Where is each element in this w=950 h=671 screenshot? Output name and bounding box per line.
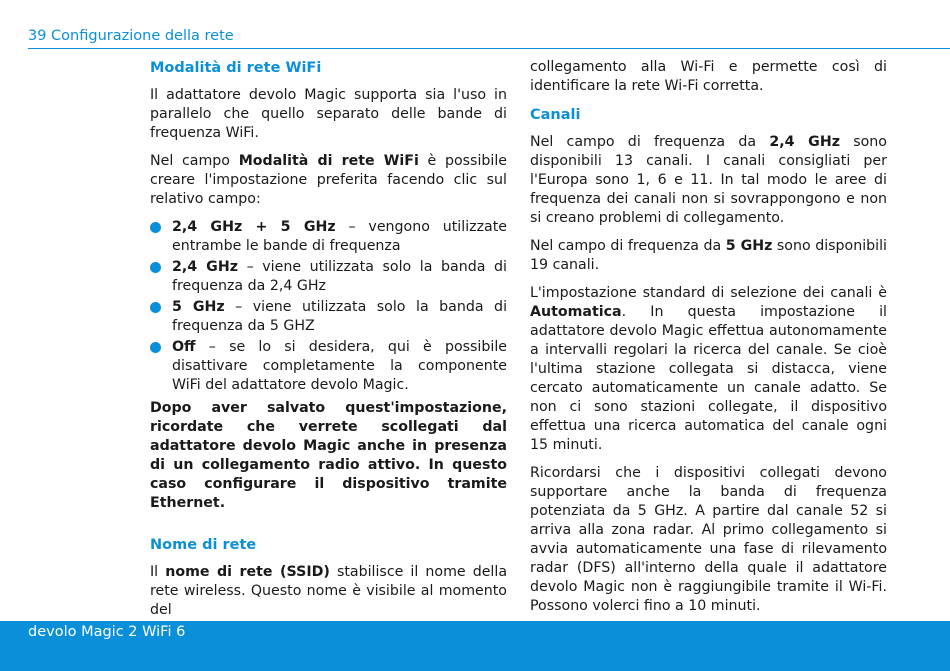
option-label: 5 GHz <box>172 299 225 315</box>
bullet-icon <box>150 262 161 273</box>
paragraph-continued: collegamento alla Wi-Fi e permette così di identificare la rete Wi-Fi corretta. <box>530 59 887 94</box>
text: Nel campo di frequenza da <box>530 134 770 150</box>
paragraph-channels-radar: Ricordarsi che i dispositivi collegati devono supportare anche la banda di frequenza potenziata da 5 GHz. A partire dal canale 52 si arriva alla zona radar. Al primo collegamento si avvia automaticamente una fase di rilevamento radar (DFS) all'interno della quale il adattatore devolo Magic non è raggiungibile tramite il Wi-Fi. Possono volerci fino a 10 minuti. <box>530 465 887 614</box>
page-header <box>0 0 950 50</box>
page-footer <box>0 621 950 671</box>
section-heading-wifi-mode: Modalità di rete WiFi <box>150 60 322 76</box>
paragraph-wifi-mode-field <box>150 152 507 209</box>
paragraph-ssid <box>150 563 507 620</box>
section-heading-network-name: Nome di rete <box>150 537 257 553</box>
option-label: Off <box>172 339 196 355</box>
term: nome di rete (SSID) <box>165 564 330 580</box>
list-item <box>150 338 507 395</box>
option-label: 2,4 GHz <box>172 259 238 275</box>
text: stabilisce il nome della rete wireless. Questo nome è visibile al momento del <box>150 564 508 618</box>
list-item <box>150 218 507 256</box>
footer-product-name: devolo Magic 2 WiFi 6 <box>28 624 186 640</box>
paragraph-wifi-mode-intro: Il adattatore devolo Magic supporta sia l'uso in parallelo che quello separato delle bande di frequenza WiFi. <box>150 87 507 141</box>
text: sono disponibili 13 canali. I canali consigliati per l'Europa sono 1, 6 e 11. In tal modo le aree di frequenza dei canali non si sovrappongono e non si creano problemi di collegamento. <box>530 134 887 226</box>
option-text: – viene utilizzata solo la banda di frequenza da 5 GHZ <box>172 299 508 334</box>
text: Nel campo <box>150 153 239 169</box>
text: . In questa impostazione il adattatore devolo Magic effettua autonomamente a intervalli regolari la ricerca del canale. Se cioè l'ultima stazione collegata si distacca, viene cercato automaticamente un canale adatto. Se non ci sono stazioni collegate, il dispositivo effettua una ricerca automatica del canale ogni 15 minuti. <box>530 304 887 453</box>
wifi-mode-options-list <box>150 218 507 395</box>
section-heading-channels: Canali <box>530 107 581 123</box>
paragraph-warning-note: Dopo aver salvato quest'impostazione, ricordate che verrete scollegati dal adattatore devolo Magic anche in presenza di un collegamento radio attivo. In questo caso configurare il dispositivo tramite Ethernet. <box>150 400 507 511</box>
list-item <box>150 298 507 336</box>
paragraph-channels-5ghz <box>530 237 887 275</box>
paragraph-channels-automatic <box>530 284 887 455</box>
header-divider <box>28 48 950 49</box>
term: 5 GHz <box>725 238 773 254</box>
spacer <box>150 522 507 535</box>
option-text: – se lo si desidera, qui è possibile disattivare completamente la componente WiFi del adattatore devolo Magic. <box>172 339 507 393</box>
option-text: – vengono utilizzate entrambe le bande di frequenza <box>172 219 508 254</box>
left-column <box>150 58 507 629</box>
text: è possibile creare l'impostazione preferita facendo clic sul relativo campo: <box>150 153 508 207</box>
field-name: Modalità di rete WiFi <box>238 153 419 169</box>
option-label: 2,4 GHz + 5 GHz <box>172 219 336 235</box>
list-item <box>150 258 507 296</box>
text: sono disponibili 19 canali. <box>530 238 887 273</box>
text: L'impostazione standard di selezione dei canali è <box>530 285 887 301</box>
term: 2,4 GHz <box>769 134 840 150</box>
paragraph-channels-24ghz <box>530 133 887 228</box>
bullet-icon <box>150 342 161 353</box>
text: Nel campo di frequenza da <box>530 238 726 254</box>
text: Il <box>150 564 166 580</box>
option-text: – viene utilizzata solo la banda di frequenza da 2,4 GHz <box>172 259 507 294</box>
page-title: 39 Configurazione della rete <box>28 28 234 44</box>
right-column <box>530 58 887 625</box>
term: Automatica <box>530 304 622 320</box>
bullet-icon <box>150 222 161 233</box>
bullet-icon <box>150 302 161 313</box>
